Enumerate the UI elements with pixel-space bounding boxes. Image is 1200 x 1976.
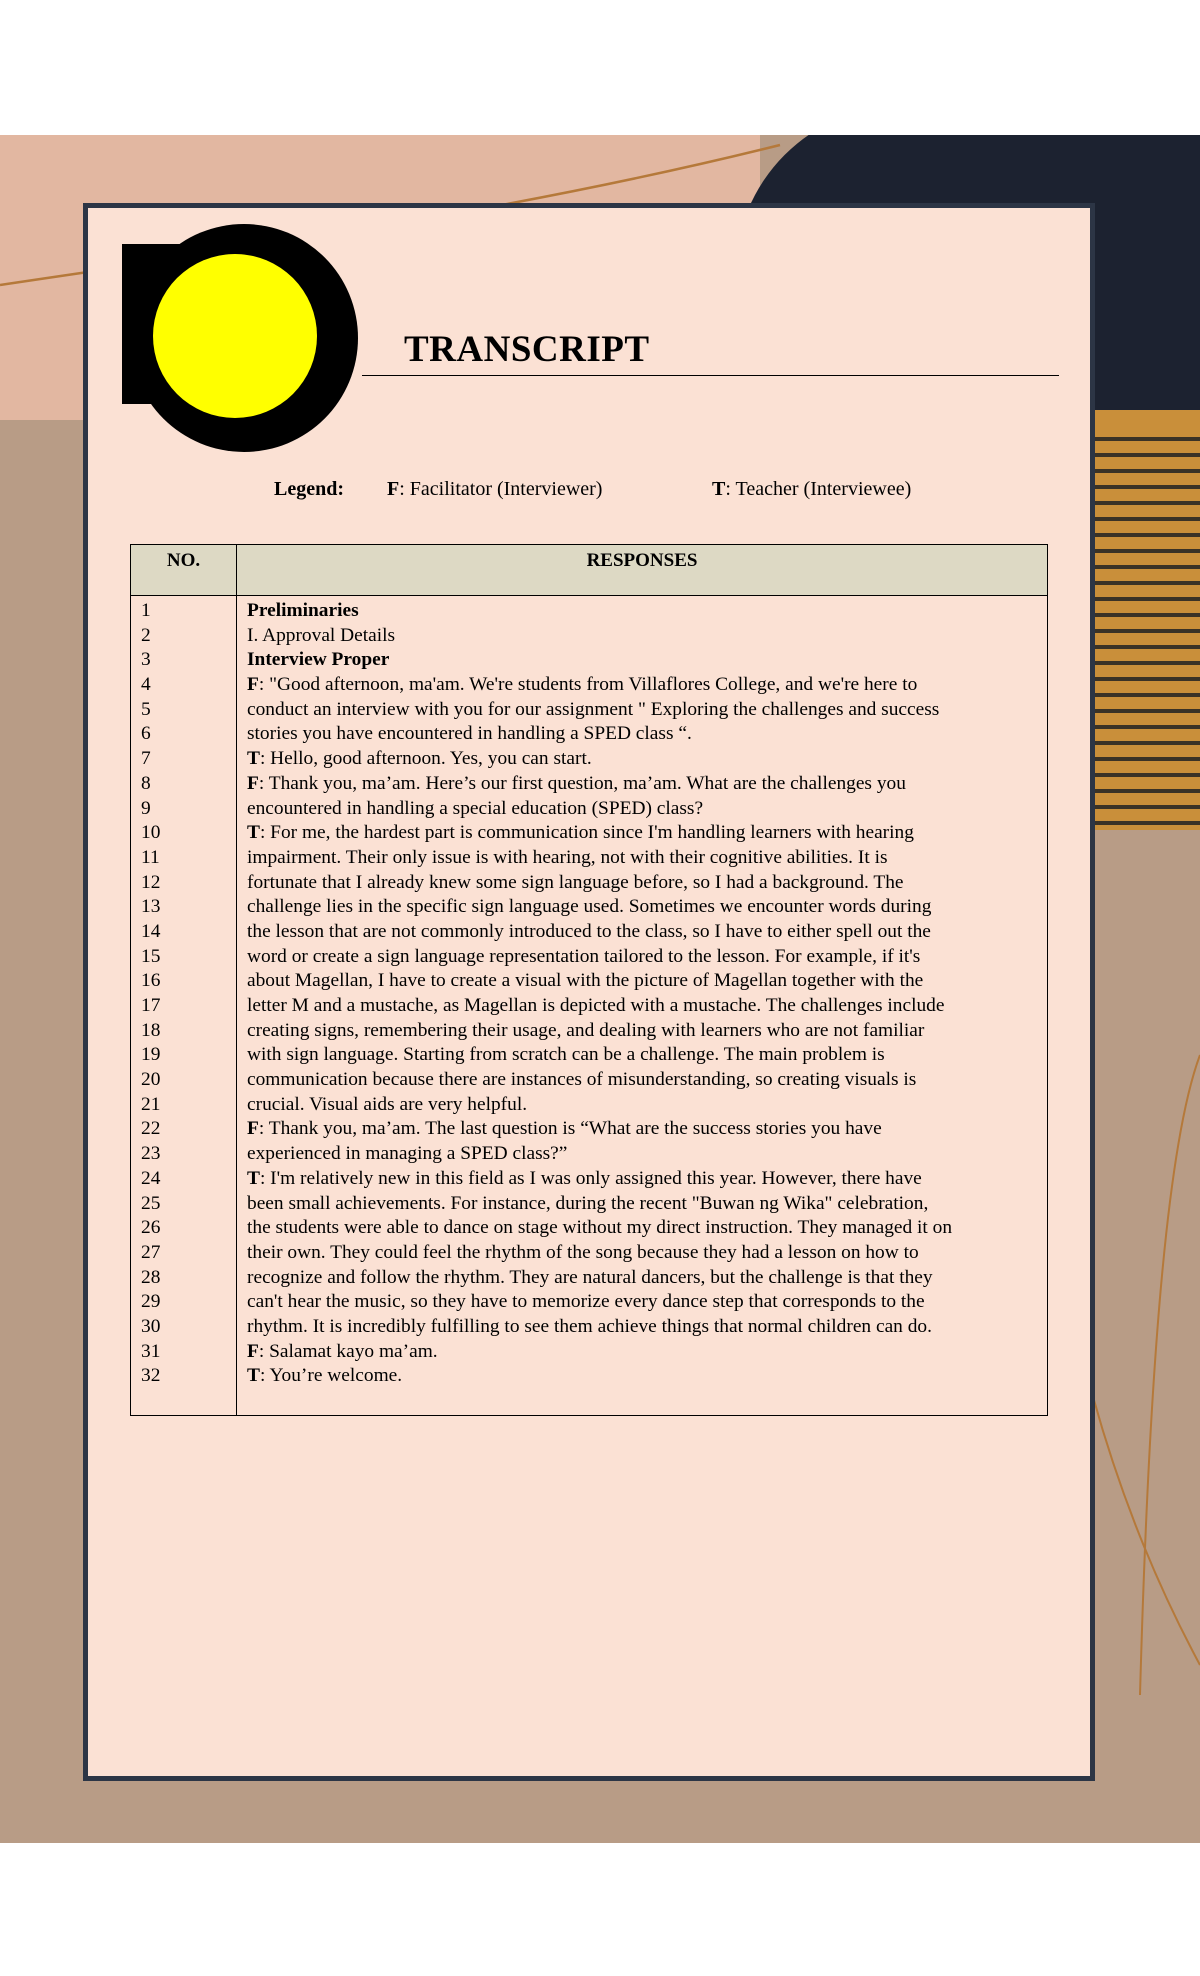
response-text: : Hello, good afternoon. Yes, you can start. [259,748,592,770]
legend-f-key: F [387,478,400,500]
row-response: been small achievements. For instance, during the recent "Buwan ng Wika" celebration, [247,1192,929,1214]
row-number: 8 [141,772,151,794]
table-row [131,1315,1047,1340]
legend-facilitator [387,478,602,501]
row-response: Interview Proper [247,649,390,671]
table-row [131,1266,1047,1291]
row-response: about Magellan, I have to create a visual with the picture of Magellan together with the [247,970,924,992]
table-row [131,722,1047,747]
legend-teacher [712,478,911,501]
table-row [131,895,1047,920]
row-response: word or create a sign language representation tailored to the lesson. For example, if it's [247,945,921,967]
table-row [131,1364,1047,1389]
table-row [131,1192,1047,1217]
header-no: NO. [166,550,201,571]
legend-f-desc: : Facilitator (Interviewer) [399,478,603,500]
row-number: 6 [141,723,151,745]
row-response: their own. They could feel the rhythm of the song because they had a lesson on how to [247,1241,919,1263]
legend-t-key: T [712,478,726,500]
speaker-label: F [247,772,259,794]
table-row [131,994,1047,1019]
response-text: : You’re welcome. [259,1365,403,1387]
table-row [131,648,1047,673]
table-row [131,1068,1047,1093]
table-row [131,698,1047,723]
table-row [131,920,1047,945]
response-text: : "Good afternoon, ma'am. We're students from Villaflores College, and we're here to [258,674,918,696]
row-number: 23 [141,1143,161,1165]
table-row [131,871,1047,896]
speaker-label: F [247,1118,259,1140]
row-number: 26 [141,1217,161,1239]
table-row [131,772,1047,797]
row-response: can't hear the music, so they have to memorize every dance step that corresponds to the [247,1291,925,1313]
yellow-circle-logo-icon [122,224,367,454]
row-response [247,1117,882,1142]
row-response: I. Approval Details [247,624,396,646]
row-number: 9 [141,797,151,819]
row-response: experienced in managing a SPED class?” [247,1143,568,1165]
row-number: 29 [141,1291,161,1313]
row-response [247,821,914,846]
title-underline [362,375,1059,376]
row-response: with sign language. Starting from scratch can be a challenge. The main problem is [247,1044,885,1066]
table-row [131,747,1047,772]
speaker-label: T [247,822,260,844]
speaker-label: T [247,1365,260,1387]
table-header [131,545,1047,596]
table-row [131,599,1047,624]
row-response: impairment. Their only issue is with hearing, not with their cognitive abilities. It is [247,846,888,868]
speaker-label: F [247,1340,259,1362]
row-response: conduct an interview with you for our assignment " Exploring the challenges and success [247,698,940,720]
row-number: 31 [141,1340,161,1362]
response-text: : For me, the hardest part is communication since I'm handling learners with hearing [259,822,914,844]
table-row [131,1043,1047,1068]
row-response: fortunate that I already knew some sign language before, so I had a background. The [247,871,904,893]
table-row [131,821,1047,846]
row-number: 16 [141,970,161,992]
row-response: the students were able to dance on stage without my direct instruction. They managed it on [247,1217,953,1239]
row-number: 14 [141,920,161,942]
table-row [131,673,1047,698]
row-response: the lesson that are not commonly introduced to the class, so I have to either spell out the [247,920,931,942]
row-response: Preliminaries [247,600,359,621]
row-number: 22 [141,1118,161,1140]
legend-label: Legend: [274,478,344,500]
row-number: 10 [141,822,161,844]
speaker-label: F [247,674,259,696]
table-row [131,1241,1047,1266]
row-response: encountered in handling a special education (SPED) class? [247,797,704,819]
speaker-label: T [247,1167,260,1189]
table-row [131,969,1047,994]
row-response [247,673,917,698]
speaker-label: T [247,748,260,770]
row-number: 2 [141,624,151,646]
row-number: 15 [141,945,161,967]
response-text: : Thank you, ma’am. The last question is “What are the success stories you have [258,1118,882,1140]
legend-t-desc: : Teacher (Interviewee) [725,478,912,500]
header-responses: RESPONSES [586,550,698,571]
table-row [131,1142,1047,1167]
row-response: stories you have encountered in handling a SPED class “. [247,723,692,745]
table-row [131,624,1047,649]
page-title: TRANSCRIPT [404,329,650,370]
response-text: : I'm relatively new in this field as I was only assigned this year. However, there have [259,1167,922,1189]
row-number: 1 [141,600,151,621]
row-number: 13 [141,896,161,918]
table-row [131,1117,1047,1142]
row-response: recognize and follow the rhythm. They are natural dancers, but the challenge is that they [247,1266,933,1288]
table-row [131,797,1047,822]
row-number: 19 [141,1044,161,1066]
row-response: crucial. Visual aids are very helpful. [247,1093,528,1115]
table-row [131,846,1047,871]
row-number: 4 [141,674,151,696]
table-row [131,1216,1047,1241]
table-row [131,1290,1047,1315]
table-body [131,599,1047,1389]
row-number: 20 [141,1069,161,1091]
row-response [247,772,906,797]
row-number: 7 [141,748,151,770]
row-response [247,1364,402,1389]
row-response: challenge lies in the specific sign language used. Sometimes we encounter words during [247,896,932,918]
row-number: 21 [141,1093,161,1115]
table-row [131,1340,1047,1365]
row-number: 17 [141,995,161,1016]
table-row [131,1167,1047,1192]
row-number: 27 [141,1241,161,1263]
row-number: 5 [141,698,151,720]
transcript-table [130,544,1048,1416]
row-response [247,747,592,772]
row-number: 32 [141,1365,161,1387]
table-row [131,945,1047,970]
row-response: rhythm. It is incredibly fulfilling to see them achieve things that normal children can do. [247,1315,932,1337]
row-number: 24 [141,1167,161,1189]
row-number: 3 [141,649,151,671]
row-number: 18 [141,1019,161,1041]
table-row [131,1093,1047,1118]
row-response: letter M and a mustache, as Magellan is depicted with a mustache. The challenges include [247,995,945,1016]
row-response [247,1167,922,1192]
response-text: : Thank you, ma’am. Here’s our first question, ma’am. What are the challenges you [258,772,906,794]
legend [0,478,1200,508]
response-text: : Salamat kayo ma’am. [258,1340,438,1362]
row-number: 28 [141,1266,161,1288]
row-response [247,1340,438,1365]
row-response: creating signs, remembering their usage, and dealing with learners who are not familiar [247,1019,925,1041]
table-row [131,1019,1047,1044]
row-number: 25 [141,1192,161,1214]
row-number: 30 [141,1315,161,1337]
row-number: 12 [141,871,161,893]
row-response: communication because there are instances of misunderstanding, so creating visuals is [247,1069,917,1091]
row-number: 11 [141,846,160,868]
